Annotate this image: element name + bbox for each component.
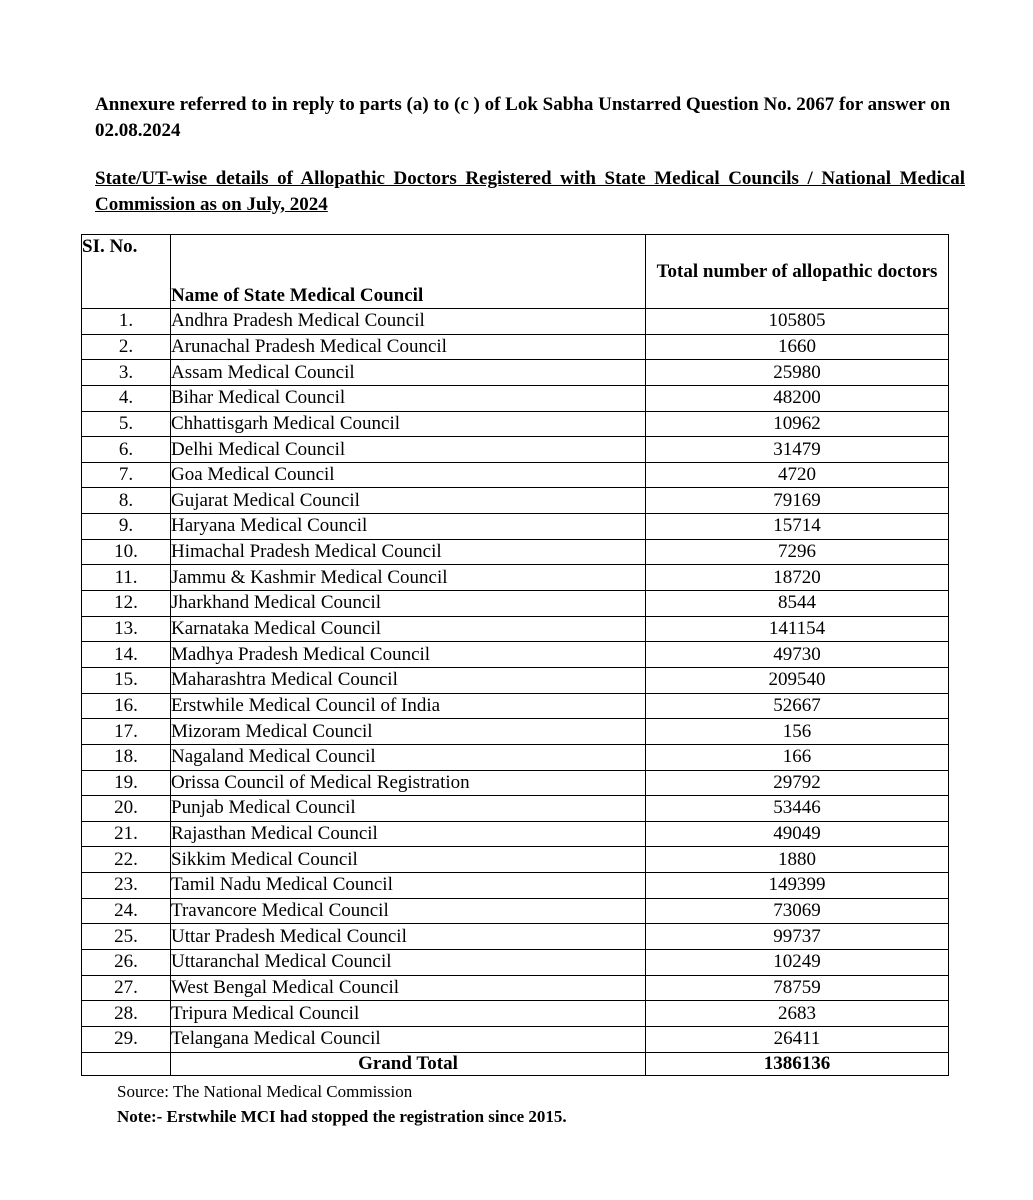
row-sl-no: 18.: [82, 744, 171, 770]
header-total-doctors: Total number of allopathic doctors: [646, 235, 949, 309]
row-sl-no: 25.: [82, 924, 171, 950]
row-total-doctors: 1660: [646, 334, 949, 360]
row-total-doctors: 25980: [646, 360, 949, 386]
row-council-name: Maharashtra Medical Council: [171, 667, 646, 693]
row-total-doctors: 10249: [646, 950, 949, 976]
row-total-doctors: 209540: [646, 667, 949, 693]
table-row: [82, 693, 949, 719]
table-row: [82, 591, 949, 617]
table-row: [82, 565, 949, 591]
table-row: [82, 873, 949, 899]
row-council-name: Karnataka Medical Council: [171, 616, 646, 642]
row-council-name: Chhattisgarh Medical Council: [171, 411, 646, 437]
row-total-doctors: 141154: [646, 616, 949, 642]
row-council-name: Rajasthan Medical Council: [171, 821, 646, 847]
row-council-name: Arunachal Pradesh Medical Council: [171, 334, 646, 360]
row-total-doctors: 10962: [646, 411, 949, 437]
row-sl-no: 26.: [82, 950, 171, 976]
table-row: [82, 744, 949, 770]
row-sl-no: 29.: [82, 1026, 171, 1052]
row-council-name: Goa Medical Council: [171, 462, 646, 488]
row-sl-no: 17.: [82, 719, 171, 745]
row-council-name: Jammu & Kashmir Medical Council: [171, 565, 646, 591]
row-council-name: Punjab Medical Council: [171, 796, 646, 822]
row-sl-no: 8.: [82, 488, 171, 514]
table-row: [82, 975, 949, 1001]
row-sl-no: 12.: [82, 591, 171, 617]
row-total-doctors: 73069: [646, 898, 949, 924]
doctors-table: [81, 234, 949, 1076]
table-row: [82, 309, 949, 335]
row-total-doctors: 49730: [646, 642, 949, 668]
row-council-name: Bihar Medical Council: [171, 385, 646, 411]
table-row: [82, 539, 949, 565]
row-council-name: Mizoram Medical Council: [171, 719, 646, 745]
row-total-doctors: 166: [646, 744, 949, 770]
row-sl-no: 16.: [82, 693, 171, 719]
row-sl-no: 14.: [82, 642, 171, 668]
table-body: [82, 309, 949, 1053]
row-council-name: Orissa Council of Medical Registration: [171, 770, 646, 796]
table-row: [82, 616, 949, 642]
table-row: [82, 334, 949, 360]
row-total-doctors: 48200: [646, 385, 949, 411]
row-sl-no: 3.: [82, 360, 171, 386]
annexure-heading: Annexure referred to in reply to parts (a) to (c ) of Lok Sabha Unstarred Question No. 2067 for answer on 02.08.2024: [95, 94, 951, 141]
table-row: [82, 385, 949, 411]
table-row: [82, 847, 949, 873]
row-sl-no: 28.: [82, 1001, 171, 1027]
table-row: [82, 1026, 949, 1052]
row-total-doctors: 18720: [646, 565, 949, 591]
table-title: State/UT-wise details of Allopathic Doctors Registered with State Medical Councils / National Medical Commission as on July, 2024: [95, 168, 965, 215]
row-council-name: Uttar Pradesh Medical Council: [171, 924, 646, 950]
table-row: [82, 1001, 949, 1027]
row-council-name: Tripura Medical Council: [171, 1001, 646, 1027]
row-council-name: Nagaland Medical Council: [171, 744, 646, 770]
source-note: Source: The National Medical Commission: [117, 1082, 413, 1101]
table-row: [82, 821, 949, 847]
table-row: [82, 642, 949, 668]
table-row: [82, 488, 949, 514]
row-sl-no: 19.: [82, 770, 171, 796]
row-council-name: Himachal Pradesh Medical Council: [171, 539, 646, 565]
row-total-doctors: 149399: [646, 873, 949, 899]
row-total-doctors: 26411: [646, 1026, 949, 1052]
row-total-doctors: 7296: [646, 539, 949, 565]
row-sl-no: 1.: [82, 309, 171, 335]
table-row: [82, 950, 949, 976]
row-council-name: Telangana Medical Council: [171, 1026, 646, 1052]
grand-total-label: Grand Total: [171, 1052, 646, 1075]
row-total-doctors: 4720: [646, 462, 949, 488]
row-council-name: Erstwhile Medical Council of India: [171, 693, 646, 719]
header-council-name: Name of State Medical Council: [171, 235, 646, 309]
row-council-name: Delhi Medical Council: [171, 437, 646, 463]
table-row: [82, 514, 949, 540]
row-sl-no: 23.: [82, 873, 171, 899]
row-sl-no: 27.: [82, 975, 171, 1001]
row-total-doctors: 49049: [646, 821, 949, 847]
row-council-name: Assam Medical Council: [171, 360, 646, 386]
row-sl-no: 6.: [82, 437, 171, 463]
row-council-name: Travancore Medical Council: [171, 898, 646, 924]
table-row: [82, 898, 949, 924]
row-sl-no: 13.: [82, 616, 171, 642]
table-row: [82, 462, 949, 488]
row-council-name: Madhya Pradesh Medical Council: [171, 642, 646, 668]
row-total-doctors: 79169: [646, 488, 949, 514]
row-sl-no: 20.: [82, 796, 171, 822]
row-total-doctors: 2683: [646, 1001, 949, 1027]
row-sl-no: 24.: [82, 898, 171, 924]
row-council-name: Andhra Pradesh Medical Council: [171, 309, 646, 335]
row-total-doctors: 78759: [646, 975, 949, 1001]
row-total-doctors: 53446: [646, 796, 949, 822]
registration-note: Note:- Erstwhile MCI had stopped the registration since 2015.: [117, 1107, 567, 1126]
row-total-doctors: 99737: [646, 924, 949, 950]
row-total-doctors: 156: [646, 719, 949, 745]
row-total-doctors: 15714: [646, 514, 949, 540]
table-row: [82, 719, 949, 745]
row-total-doctors: 1880: [646, 847, 949, 873]
row-sl-no: 7.: [82, 462, 171, 488]
table-row: [82, 411, 949, 437]
grand-total-row: [82, 1052, 949, 1075]
table-row: [82, 924, 949, 950]
grand-total-value: 1386136: [646, 1052, 949, 1075]
row-council-name: Gujarat Medical Council: [171, 488, 646, 514]
row-council-name: Sikkim Medical Council: [171, 847, 646, 873]
table-row: [82, 796, 949, 822]
row-sl-no: 21.: [82, 821, 171, 847]
row-total-doctors: 8544: [646, 591, 949, 617]
grand-total-empty-cell: [82, 1052, 171, 1075]
row-council-name: Uttaranchal Medical Council: [171, 950, 646, 976]
table-row: [82, 667, 949, 693]
row-council-name: West Bengal Medical Council: [171, 975, 646, 1001]
row-sl-no: 11.: [82, 565, 171, 591]
row-sl-no: 10.: [82, 539, 171, 565]
row-sl-no: 5.: [82, 411, 171, 437]
row-council-name: Tamil Nadu Medical Council: [171, 873, 646, 899]
row-total-doctors: 52667: [646, 693, 949, 719]
row-total-doctors: 105805: [646, 309, 949, 335]
row-total-doctors: 29792: [646, 770, 949, 796]
row-council-name: Haryana Medical Council: [171, 514, 646, 540]
table-row: [82, 437, 949, 463]
row-sl-no: 22.: [82, 847, 171, 873]
row-sl-no: 9.: [82, 514, 171, 540]
table-row: [82, 770, 949, 796]
row-council-name: Jharkhand Medical Council: [171, 591, 646, 617]
row-sl-no: 4.: [82, 385, 171, 411]
table-header-row: [82, 235, 949, 309]
row-sl-no: 15.: [82, 667, 171, 693]
header-sl-no: SI. No.: [82, 235, 171, 309]
row-total-doctors: 31479: [646, 437, 949, 463]
table-row: [82, 360, 949, 386]
row-sl-no: 2.: [82, 334, 171, 360]
